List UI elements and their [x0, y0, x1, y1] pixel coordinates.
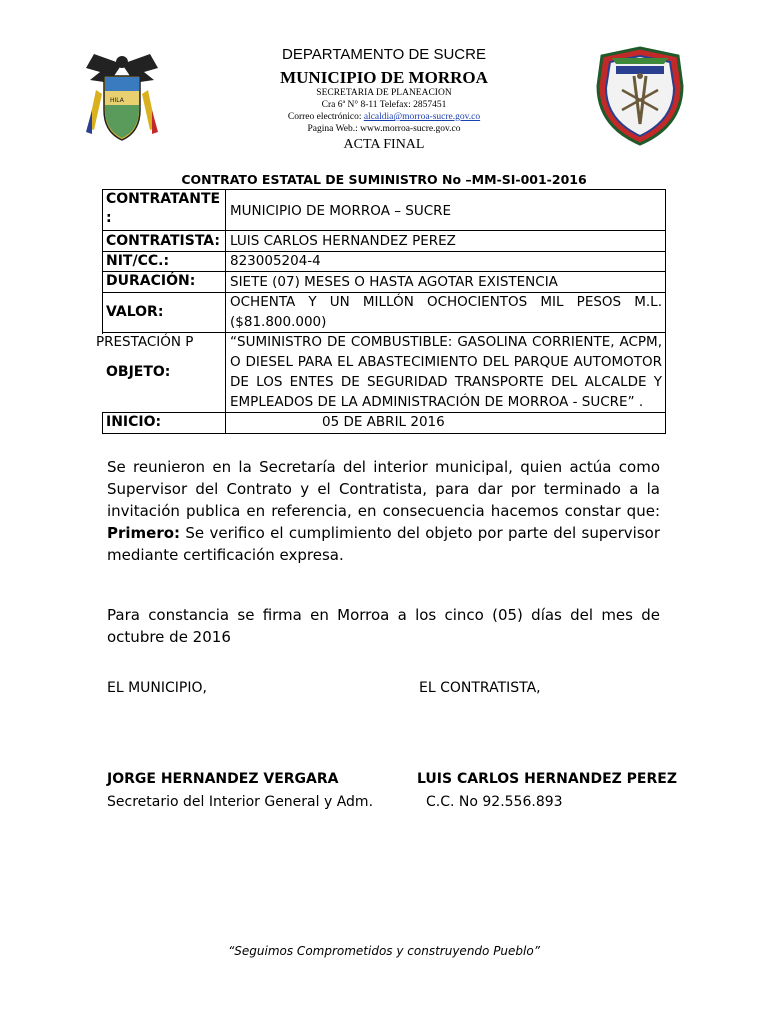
contratante-value: MUNICIPIO DE MORROA – SUCRE — [230, 203, 452, 219]
email-prefix: Correo electrónico: — [287, 112, 364, 122]
nit-value: 823005204-4 — [230, 253, 321, 269]
municipio-signer-title: Secretario del Interior General y Adm. — [107, 794, 374, 810]
objeto-value-line-4: EMPLEADOS DE LA ADMINISTRACIÓN DE MORROA - SUCRE” . — [230, 394, 644, 410]
svg-text:HILA: HILA — [110, 97, 124, 104]
nit-label: NIT/CC.: — [106, 253, 170, 269]
contratante-label-colon: : — [106, 210, 112, 226]
table-border-right — [665, 189, 666, 434]
municipio-signer-name: JORGE HERNANDEZ VERGARA — [107, 771, 339, 787]
secretariat-name: SECRETARIA DE PLANEACION — [316, 88, 452, 98]
valor-value-line-1: OCHENTA Y UN MILLÓN OCHOCIENTOS MIL PESOS M.L. — [230, 294, 662, 310]
table-border-top — [102, 189, 666, 190]
table-border-left — [102, 412, 103, 434]
table-rule — [102, 230, 666, 231]
municipio-role: EL MUNICIPIO, — [107, 680, 207, 696]
table-rule — [102, 271, 666, 272]
table-rule — [102, 412, 666, 413]
website-line: Pagina Web.: www.morroa-sucre.gov.co — [307, 124, 461, 134]
contratista-value: LUIS CARLOS HERNANDEZ PEREZ — [230, 233, 456, 249]
contratista-signer-name: LUIS CARLOS HERNANDEZ PEREZ — [417, 771, 677, 787]
table-rule — [102, 332, 666, 333]
body-paragraph-1 — [107, 456, 660, 566]
table-rule — [102, 251, 666, 252]
inicio-label: INICIO: — [106, 414, 162, 430]
contract-title: CONTRATO ESTATAL DE SUMINISTRO No –MM-SI-001-2016 — [181, 172, 587, 187]
email-link[interactable]: alcaldia@morroa-sucre.gov.co — [363, 112, 481, 122]
footer-slogan: “Seguimos Comprometidos y construyendo Pueblo” — [228, 944, 540, 958]
body-paragraph-1-text: Se reunieron en la Secretaría del interior municipal, quien actúa como Supervisor del Contrato y el Contratista, para dar por terminado a la invitación publica en referencia, en consecuencia hacemos constar que: — [107, 458, 660, 520]
department-name: DEPARTAMENTO DE SUCRE — [282, 46, 486, 63]
inicio-value: 05 DE ABRIL 2016 — [322, 414, 445, 430]
table-border-bottom — [102, 433, 666, 434]
objeto-value-line-1: “SUMINISTRO DE COMBUSTIBLE: GASOLINA CORRIENTE, ACPM, — [230, 334, 662, 350]
duracion-value: SIETE (07) MESES O HASTA AGOTAR EXISTENCIA — [230, 274, 558, 290]
table-column-divider — [225, 189, 226, 434]
email-line — [0, 112, 768, 122]
duracion-label: DURACIÓN: — [106, 273, 196, 289]
objeto-label: OBJETO: — [106, 364, 171, 380]
objeto-value-line-2: O DIESEL PARA EL ABASTECIMIENTO DEL PARQUE AUTOMOTOR — [230, 354, 662, 370]
contratante-label: CONTRATANTE — [106, 191, 221, 207]
contratista-label: CONTRATISTA: — [106, 233, 220, 249]
objeto-value-line-3: DE LOS ENTES DE SEGURIDAD TRANSPORTE DEL ALCALDE Y — [230, 374, 662, 390]
address-line: Cra 6ª N° 8-11 Telefax: 2857451 — [321, 100, 447, 110]
primero-label: Primero: — [107, 524, 181, 542]
contratista-signer-id: C.C. No 92.556.893 — [426, 794, 563, 810]
contratista-role: EL CONTRATISTA, — [419, 680, 541, 696]
valor-value-line-2: ($81.800.000) — [230, 314, 327, 330]
body-paragraph-2: Para constancia se firma en Morroa a los cinco (05) días del mes de octubre de 2016 — [107, 606, 660, 646]
prestacion-overflow-text: PRESTACIÓN P — [96, 334, 194, 350]
municipality-name: MUNICIPIO DE MORROA — [280, 68, 488, 87]
table-rule — [102, 292, 666, 293]
table-border-left — [102, 189, 103, 334]
body-paragraph-1-rest: Se verifico el cumplimiento del objeto por parte del supervisor mediante certificación expresa. — [107, 524, 660, 564]
document-type: ACTA FINAL — [343, 137, 425, 152]
valor-label: VALOR: — [106, 304, 164, 320]
